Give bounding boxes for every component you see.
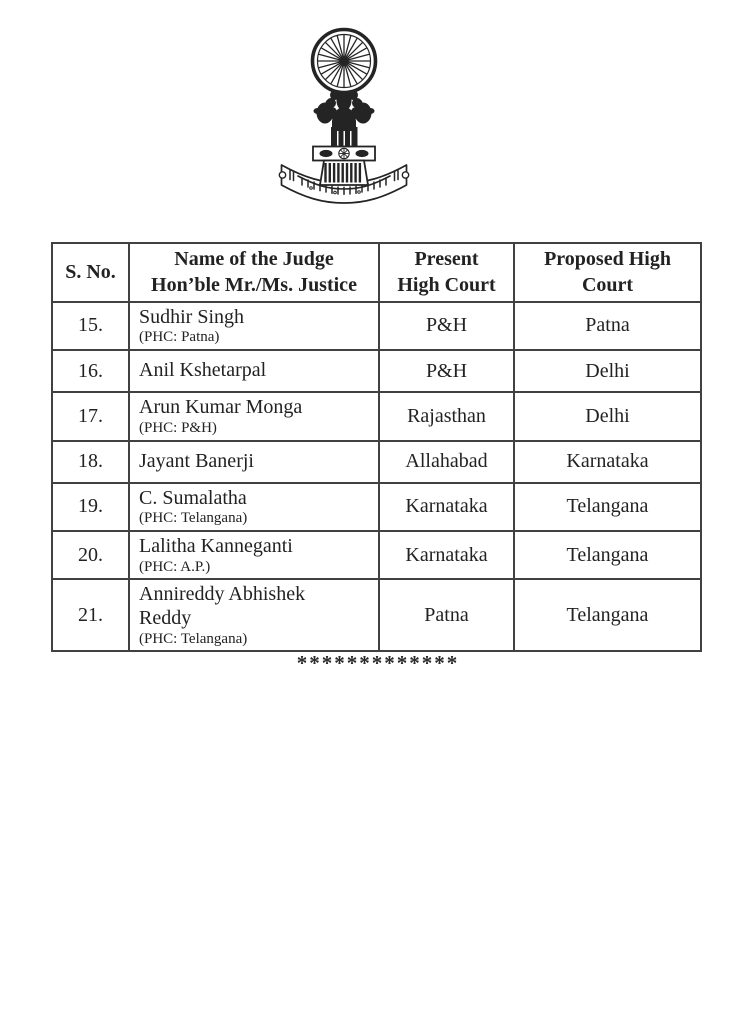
cell-sno: 21. bbox=[52, 579, 129, 651]
ashoka-chakra-icon bbox=[313, 30, 376, 93]
cell-judge-name bbox=[129, 302, 379, 350]
table-row bbox=[52, 483, 701, 531]
header-proposed-hc bbox=[514, 243, 701, 302]
table-row bbox=[52, 392, 701, 440]
cell-proposed-hc: Patna bbox=[514, 302, 701, 350]
header-line: High Court bbox=[397, 274, 496, 297]
cell-sno: 17. bbox=[52, 392, 129, 440]
judge-parent-hc: (PHC: Telangana) bbox=[139, 510, 248, 527]
cell-judge-name bbox=[129, 483, 379, 531]
cell-present-hc: Allahabad bbox=[379, 441, 514, 483]
table-row bbox=[52, 531, 701, 579]
cell-judge-name bbox=[129, 392, 379, 440]
judge-name: Lalitha Kanneganti bbox=[139, 534, 293, 557]
header-line: Present bbox=[414, 248, 479, 270]
judge-name: Annireddy Abhishek Reddy bbox=[139, 583, 306, 629]
table-row bbox=[52, 302, 701, 350]
cell-present-hc: Patna bbox=[379, 579, 514, 651]
judge-name: C. Sumalatha bbox=[139, 486, 247, 509]
judge-parent-hc: (PHC: P&H) bbox=[139, 419, 217, 436]
cell-judge-name bbox=[129, 531, 379, 579]
header-sno bbox=[52, 243, 129, 302]
header-line: Name of the Judge bbox=[174, 248, 334, 270]
header-judge-name bbox=[129, 243, 379, 302]
cell-sno: 16. bbox=[52, 350, 129, 392]
cell-sno: 19. bbox=[52, 483, 129, 531]
cell-proposed-hc: Telangana bbox=[514, 483, 701, 531]
table-row bbox=[52, 350, 701, 392]
lion-capital-icon bbox=[314, 90, 375, 147]
abacus-pedestal-icon bbox=[313, 147, 375, 186]
judges-transfer-table bbox=[51, 242, 702, 652]
table-row bbox=[52, 579, 701, 651]
judge-parent-hc: (PHC: A.P.) bbox=[139, 558, 211, 575]
cell-proposed-hc: Delhi bbox=[514, 350, 701, 392]
cell-present-hc: P&H bbox=[379, 350, 514, 392]
judge-name: Arun Kumar Monga bbox=[139, 396, 303, 419]
cell-judge-name bbox=[129, 441, 379, 483]
cell-proposed-hc: Karnataka bbox=[514, 441, 701, 483]
cell-proposed-hc: Delhi bbox=[514, 392, 701, 440]
header-line: Court bbox=[581, 274, 634, 297]
cell-sno: 20. bbox=[52, 531, 129, 579]
judge-name: Sudhir Singh bbox=[139, 305, 245, 328]
table-row bbox=[52, 441, 701, 483]
table-header-row bbox=[52, 243, 701, 302]
cell-present-hc: P&H bbox=[379, 302, 514, 350]
judge-parent-hc: (PHC: Telangana) bbox=[139, 630, 248, 647]
judge-name: Anil Kshetarpal bbox=[139, 359, 267, 382]
header-line: Proposed High bbox=[544, 248, 671, 270]
cell-present-hc: Karnataka bbox=[379, 531, 514, 579]
cell-judge-name bbox=[129, 579, 379, 651]
header-present-hc bbox=[379, 243, 514, 302]
header-line: S. No. bbox=[65, 261, 116, 284]
supreme-court-emblem bbox=[277, 27, 411, 205]
cell-proposed-hc: Telangana bbox=[514, 531, 701, 579]
end-of-document-separator: ************* bbox=[296, 651, 460, 675]
cell-sno: 18. bbox=[52, 441, 129, 483]
judge-parent-hc: (PHC: Patna) bbox=[139, 329, 220, 346]
header-line: Hon’ble Mr./Ms. Justice bbox=[151, 274, 357, 297]
cell-judge-name bbox=[129, 350, 379, 392]
cell-proposed-hc: Telangana bbox=[514, 579, 701, 651]
cell-sno: 15. bbox=[52, 302, 129, 350]
cell-present-hc: Rajasthan bbox=[379, 392, 514, 440]
judge-name: Jayant Banerji bbox=[139, 449, 254, 472]
cell-present-hc: Karnataka bbox=[379, 483, 514, 531]
